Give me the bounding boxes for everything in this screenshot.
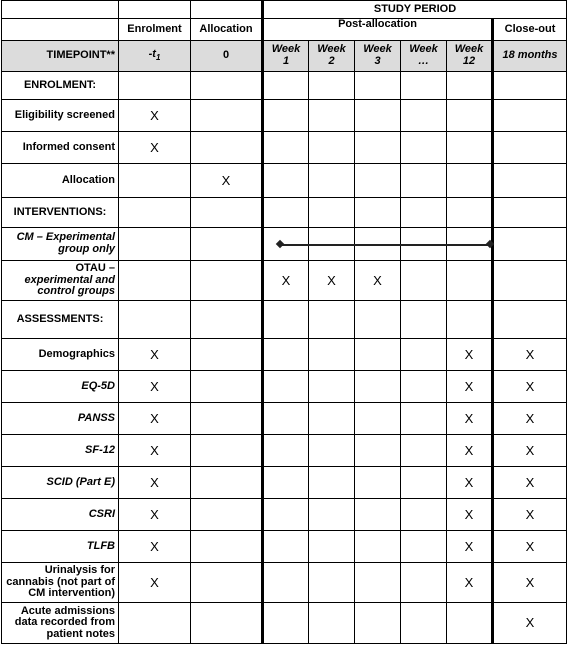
- demographics-mark-week-12: X: [447, 339, 493, 371]
- eligibility-label: Eligibility screened: [2, 100, 119, 132]
- otau-row: [2, 261, 567, 301]
- scid-mark-close-out: X: [493, 467, 567, 499]
- sf12-mark-close-out: X: [493, 435, 567, 467]
- eligibility-mark-enrolment: X: [119, 100, 191, 132]
- scid-mark-week-12: X: [447, 467, 493, 499]
- post-allocation-header: Post-allocation: [263, 19, 493, 41]
- allocation-label: Allocation: [2, 164, 119, 198]
- consent-label: Informed consent: [2, 132, 119, 164]
- scid-row: [2, 467, 567, 499]
- csri-row: [2, 499, 567, 531]
- demographics-mark-enrolment: X: [119, 339, 191, 371]
- timepoint-row: [2, 41, 567, 72]
- eq5d-mark-enrolment: X: [119, 371, 191, 403]
- tlfb-mark-enrolment: X: [119, 531, 191, 563]
- eq5d-mark-week-12: X: [447, 371, 493, 403]
- csri-mark-close-out: X: [493, 499, 567, 531]
- scid-mark-enrolment: X: [119, 467, 191, 499]
- demographics-mark-close-out: X: [493, 339, 567, 371]
- empty-cell: [2, 19, 119, 41]
- otau-mark-week-1: X: [263, 261, 309, 301]
- tlfb-mark-week-12: X: [447, 531, 493, 563]
- section-enrolment-label: ENROLMENT:: [2, 72, 119, 100]
- eligibility-row: [2, 100, 567, 132]
- cm-label: CM – Experimental group only: [2, 228, 119, 261]
- empty-corner: [2, 1, 119, 19]
- eq5d-row: [2, 371, 567, 403]
- study-period-header: STUDY PERIOD: [263, 1, 567, 19]
- timepoint-week-ellipsis: Week …: [401, 41, 447, 72]
- timepoint-week-1: Week 1: [263, 41, 309, 72]
- otau-mark-week-3: X: [355, 261, 401, 301]
- cm-row: [2, 228, 567, 261]
- timepoint-week-3: Week 3: [355, 41, 401, 72]
- sf12-mark-week-12: X: [447, 435, 493, 467]
- section-interventions-row: [2, 198, 567, 228]
- allocation-row: [2, 164, 567, 198]
- eq5d-label: EQ-5D: [2, 371, 119, 403]
- eq5d-mark-close-out: X: [493, 371, 567, 403]
- allocation-mark-allocation: X: [191, 164, 263, 198]
- demographics-label: Demographics: [2, 339, 119, 371]
- urinalysis-row: [2, 563, 567, 603]
- csri-label: CSRI: [2, 499, 119, 531]
- section-enrolment-row: [2, 72, 567, 100]
- otau-mark-week-2: X: [309, 261, 355, 301]
- panss-mark-enrolment: X: [119, 403, 191, 435]
- tlfb-label: TLFB: [2, 531, 119, 563]
- tlfb-mark-close-out: X: [493, 531, 567, 563]
- csri-mark-week-12: X: [447, 499, 493, 531]
- timepoint-week-2: Week 2: [309, 41, 355, 72]
- panss-mark-close-out: X: [493, 403, 567, 435]
- timepoint-week-12: Week 12: [447, 41, 493, 72]
- cm-duration-line: [280, 244, 490, 246]
- allocation-header: Allocation: [191, 19, 263, 41]
- panss-label: PANSS: [2, 403, 119, 435]
- section-assessments-label: ASSESSMENTS:: [2, 301, 119, 339]
- consent-mark-enrolment: X: [119, 132, 191, 164]
- section-assessments-row: [2, 301, 567, 339]
- timepoint-enrolment: $-t_1$: [119, 41, 191, 72]
- csri-mark-enrolment: X: [119, 499, 191, 531]
- urinalysis-mark-week-12: X: [447, 563, 493, 603]
- header-row-phases: [2, 19, 567, 41]
- sf12-label: SF-12: [2, 435, 119, 467]
- acute-row: [2, 603, 567, 644]
- otau-label: OTAU – experimental and control groups: [2, 261, 119, 301]
- enrolment-header: Enrolment: [119, 19, 191, 41]
- panss-mark-week-12: X: [447, 403, 493, 435]
- timepoint-close-out: 18 months: [493, 41, 567, 72]
- acute-label: Acute admissions data recorded from patient notes: [2, 603, 119, 644]
- section-interventions-label: INTERVENTIONS:: [2, 198, 119, 228]
- timepoint-allocation: 0: [191, 41, 263, 72]
- close-out-header: Close-out: [493, 19, 567, 41]
- sf12-row: [2, 435, 567, 467]
- urinalysis-mark-enrolment: X: [119, 563, 191, 603]
- scid-label: SCID (Part E): [2, 467, 119, 499]
- urinalysis-label: Urinalysis for cannabis (not part of CM intervention): [2, 563, 119, 603]
- spirit-schedule-table: [1, 0, 567, 644]
- tlfb-row: [2, 531, 567, 563]
- timepoint-label: TIMEPOINT**: [2, 41, 119, 72]
- demographics-row: [2, 339, 567, 371]
- urinalysis-mark-close-out: X: [493, 563, 567, 603]
- empty-cell: [191, 1, 263, 19]
- sf12-mark-enrolment: X: [119, 435, 191, 467]
- consent-row: [2, 132, 567, 164]
- empty-cell: [119, 1, 191, 19]
- header-row-study-period: [2, 1, 567, 19]
- panss-row: [2, 403, 567, 435]
- cm-timeline-cell: [263, 228, 309, 261]
- acute-mark-close-out: X: [493, 603, 567, 644]
